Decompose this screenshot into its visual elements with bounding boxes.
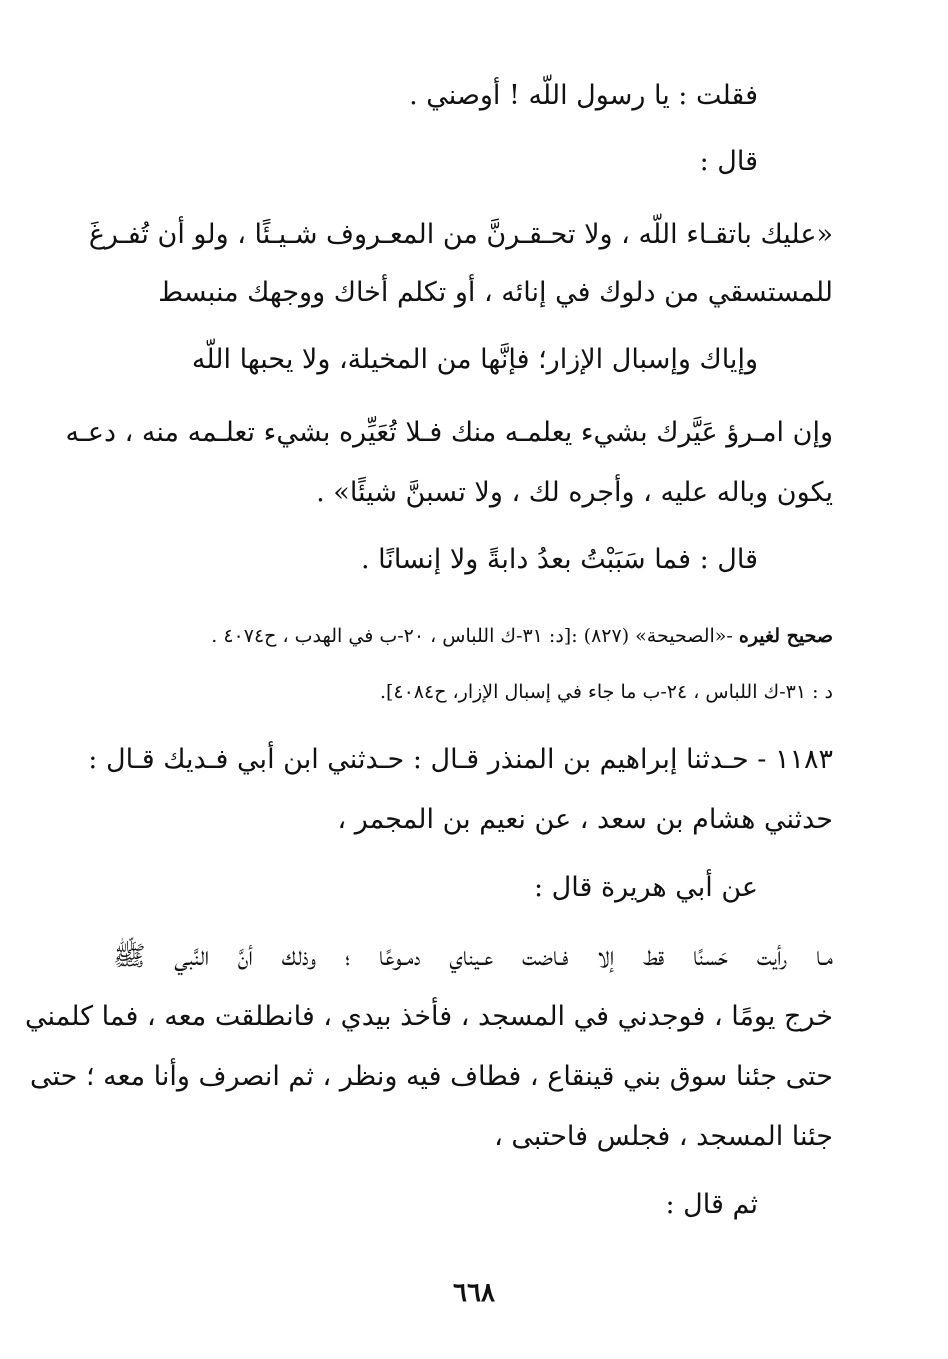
text-line: قال : bbox=[699, 146, 758, 177]
hadith-line: حدثني هشام بن سعد ، عن نعيم بن المجمر ، bbox=[337, 804, 833, 835]
grading-line bbox=[113, 622, 833, 650]
text-line: «عليك باتقـاء اللّه ، ولا تحـقـرنَّ من المعـروف شـيـئًا ، ولو أن تُفـرغَ bbox=[88, 219, 833, 250]
hadith-line: مـا رأيت حَسنًا قط إلا فـاضت عـيناي دمـوعًا ؛ وذلك أنَّ النَّبي ﷺ bbox=[113, 941, 833, 972]
hadith-line: جئنا المسجد ، فجلس فاحتبى ، bbox=[494, 1121, 833, 1152]
hadith-line: ١١٨٣ - حـدثنا إبراهيم بن المنذر قـال : حـدثني ابن أبي فـديك قـال : bbox=[88, 744, 833, 775]
hadith-line: ثم قال : bbox=[665, 1189, 758, 1220]
text-line: يكون وباله عليه ، وأجره لك ، ولا تسبنَّ شيئًا» . bbox=[316, 477, 833, 508]
grading-line-2: د : ٣١-ك اللباس ، ٢٤-ب ما جاء في إسبال الإزار، ح٤٠٨٤]. bbox=[379, 681, 833, 703]
grading-label: صحيح لغيره bbox=[738, 625, 833, 647]
hadith-line: عن أبي هريرة قال : bbox=[533, 872, 758, 903]
text-line: وإن امـرؤ عَيَّرك بشيء يعلمـه منك فـلا تُعَيِّره بشيء تعلـمه منه ، دعـه bbox=[65, 417, 833, 448]
text-line: للمستسقي من دلوك في إنائه ، أو تكلم أخاك ووجهك منبسط bbox=[158, 277, 833, 308]
grading-text: -«الصحيحة» (٨٢٧) :[د: ٣١-ك اللباس ، ٢٠-ب في الهدب ، ح٤٠٧٤ . bbox=[211, 625, 733, 647]
text-line: وإياك وإسبال الإزار؛ فإنَّها من المخيلة، ولا يحبها اللّه bbox=[191, 344, 758, 375]
text-line: فقلت : يا رسول اللّه ! أوصني . bbox=[409, 80, 758, 111]
text-line: قال : فما سَبَبْتُ بعدُ دابةً ولا إنسانًا . bbox=[361, 544, 758, 575]
page-number: ٦٦٨ bbox=[453, 1278, 495, 1308]
hadith-line: حتى جئنا سوق بني قينقاع ، فطاف فيه ونظر ، ثم انصرف وأنا معه ؛ حتى bbox=[30, 1061, 833, 1092]
hadith-line: خرج يومًا ، فوجدني في المسجد ، فأخذ بيدي ، فانطلقت معه ، فما كلمني bbox=[25, 1001, 833, 1032]
